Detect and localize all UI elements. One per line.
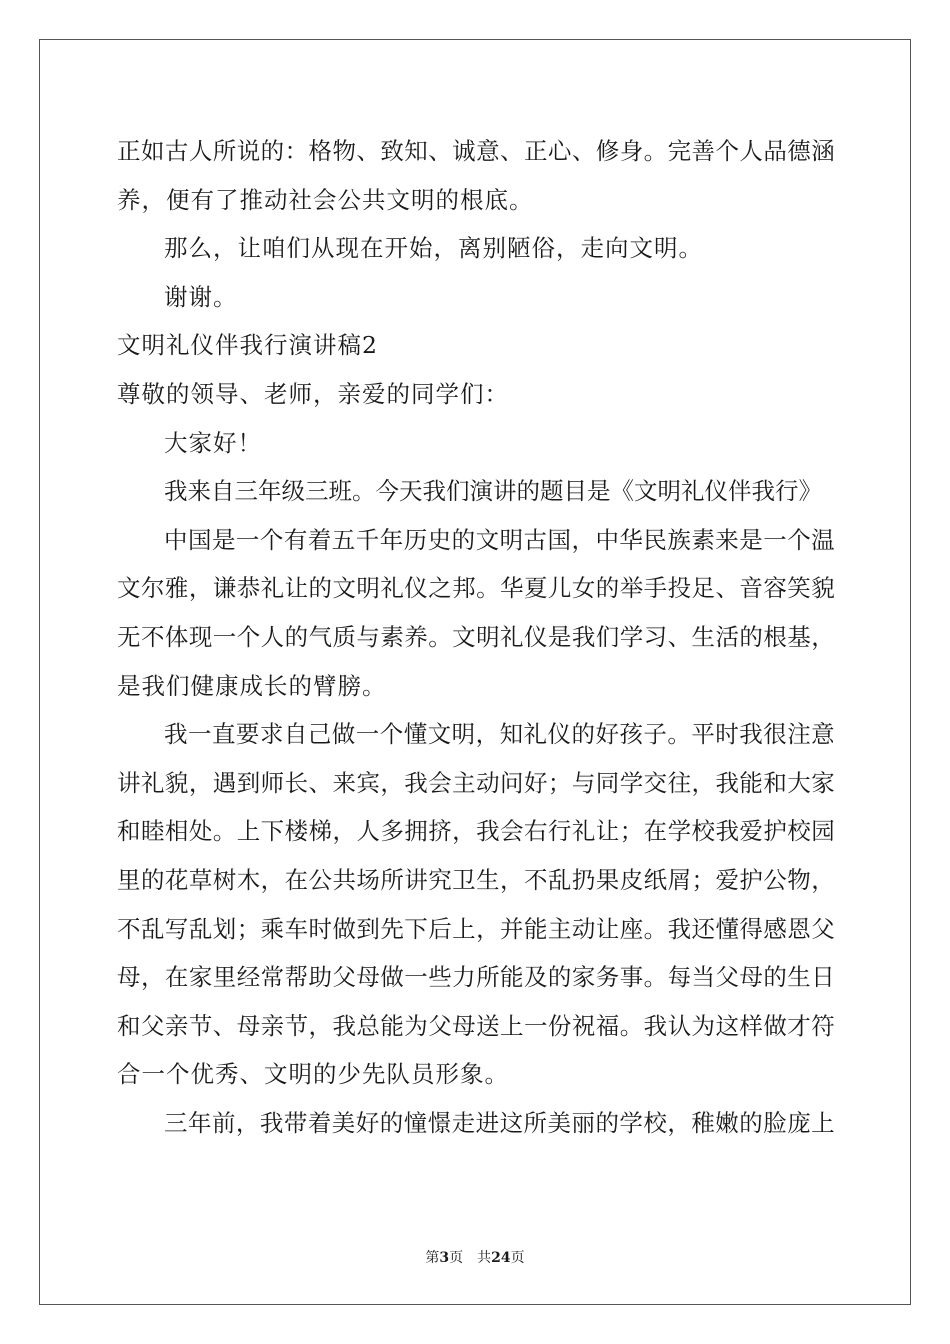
text-line: 尊敬的领导、老师，亲爱的同学们：: [117, 379, 509, 408]
text-line: 是我们健康成长的臂膀。: [117, 671, 387, 700]
page-number: 3: [439, 1250, 450, 1266]
text-line: 谢谢。: [164, 282, 238, 311]
text-line: 无 不 体 现 一 个 人 的 气 质 与 素 养 。 文 明 礼 仪 是 我 们 学 习 、 生 活 的 根 基 ，: [117, 622, 835, 651]
total-prefix: 共: [477, 1250, 492, 1266]
text-line: 和 睦 相 处 。 上 下 楼 梯 ， 人 多 拥 挤 ， 我 会 右 行 礼 让 ； 在 学 校 我 爱 护 校 园: [117, 817, 835, 846]
text-line: 里 的 花 草 树 木 ， 在 公 共 场 所 讲 究 卫 生 ， 不 乱 扔 果 皮 纸 屑 ； 爱 护 公 物 ，: [117, 865, 835, 894]
text-line: 我 一 直 要 求 自 己 做 一 个 懂 文 明 ， 知 礼 仪 的 好 孩 子 。 平 时 我 很 注 意: [164, 720, 835, 749]
page-prefix: 第: [425, 1250, 440, 1266]
text-line: 讲 礼 貌 ， 遇 到 师 长 、 来 宾 ， 我 会 主 动 问 好 ； 与 同 学 交 往 ， 我 能 和 大 家: [117, 768, 835, 797]
page-footer: [0, 1247, 950, 1267]
text-line: 三 年 前 ， 我 带 着 美 好 的 憧 憬 走 进 这 所 美 丽 的 学 校 ， 稚 嫩 的 脸 庞 上: [164, 1108, 835, 1137]
page-suffix: 页: [449, 1250, 464, 1266]
text-line: 和 父 亲 节 、 母 亲 节 ， 我 总 能 为 父 母 送 上 一 份 祝 福 。 我 认 为 这 样 做 才 符: [117, 1011, 835, 1040]
text-line: 那么，让咱们从现在开始，离别陋俗，走向文明。: [164, 234, 703, 263]
text-line: 母 ， 在 家 里 经 常 帮 助 父 母 做 一 些 力 所 能 及 的 家 务 事 。 每 当 父 母 的 生 日: [117, 963, 835, 992]
text-line: 合一个优秀、文明的少先队员形象。: [117, 1060, 509, 1089]
text-line: 正 如 古 人 所 说 的 ： 格 物 、 致 知 、 诚 意 、 正 心 、 修 身 。 完 善 个 人 品 德 涵: [117, 137, 835, 165]
total-suffix: 页: [510, 1250, 525, 1266]
text-line: 大家好！: [164, 428, 262, 457]
text-line: 不 乱 写 乱 划 ； 乘 车 时 做 到 先 下 后 上 ， 并 能 主 动 让 座 。 我 还 懂 得 感 恩 父: [117, 914, 835, 943]
text-line: 文 尔 雅 ， 谦 恭 礼 让 的 文 明 礼 仪 之 邦 。 华 夏 儿 女 的 举 手 投 足 、 音 容 笑 貌: [117, 574, 835, 603]
text-line: 养，便有了推动社会公共文明的根底。: [117, 185, 534, 214]
text-line: 我来自三年级三班。今天我们演讲的题目是《文明礼仪伴我行》: [164, 477, 822, 506]
document-body: [117, 127, 835, 1147]
text-line: 文明礼仪伴我行演讲稿2: [117, 331, 378, 360]
total-pages: 24: [491, 1250, 511, 1266]
text-line: 中 国 是 一 个 有 着 五 千 年 历 史 的 文 明 古 国 ， 中 华 民 族 素 来 是 一 个 温: [164, 525, 835, 554]
